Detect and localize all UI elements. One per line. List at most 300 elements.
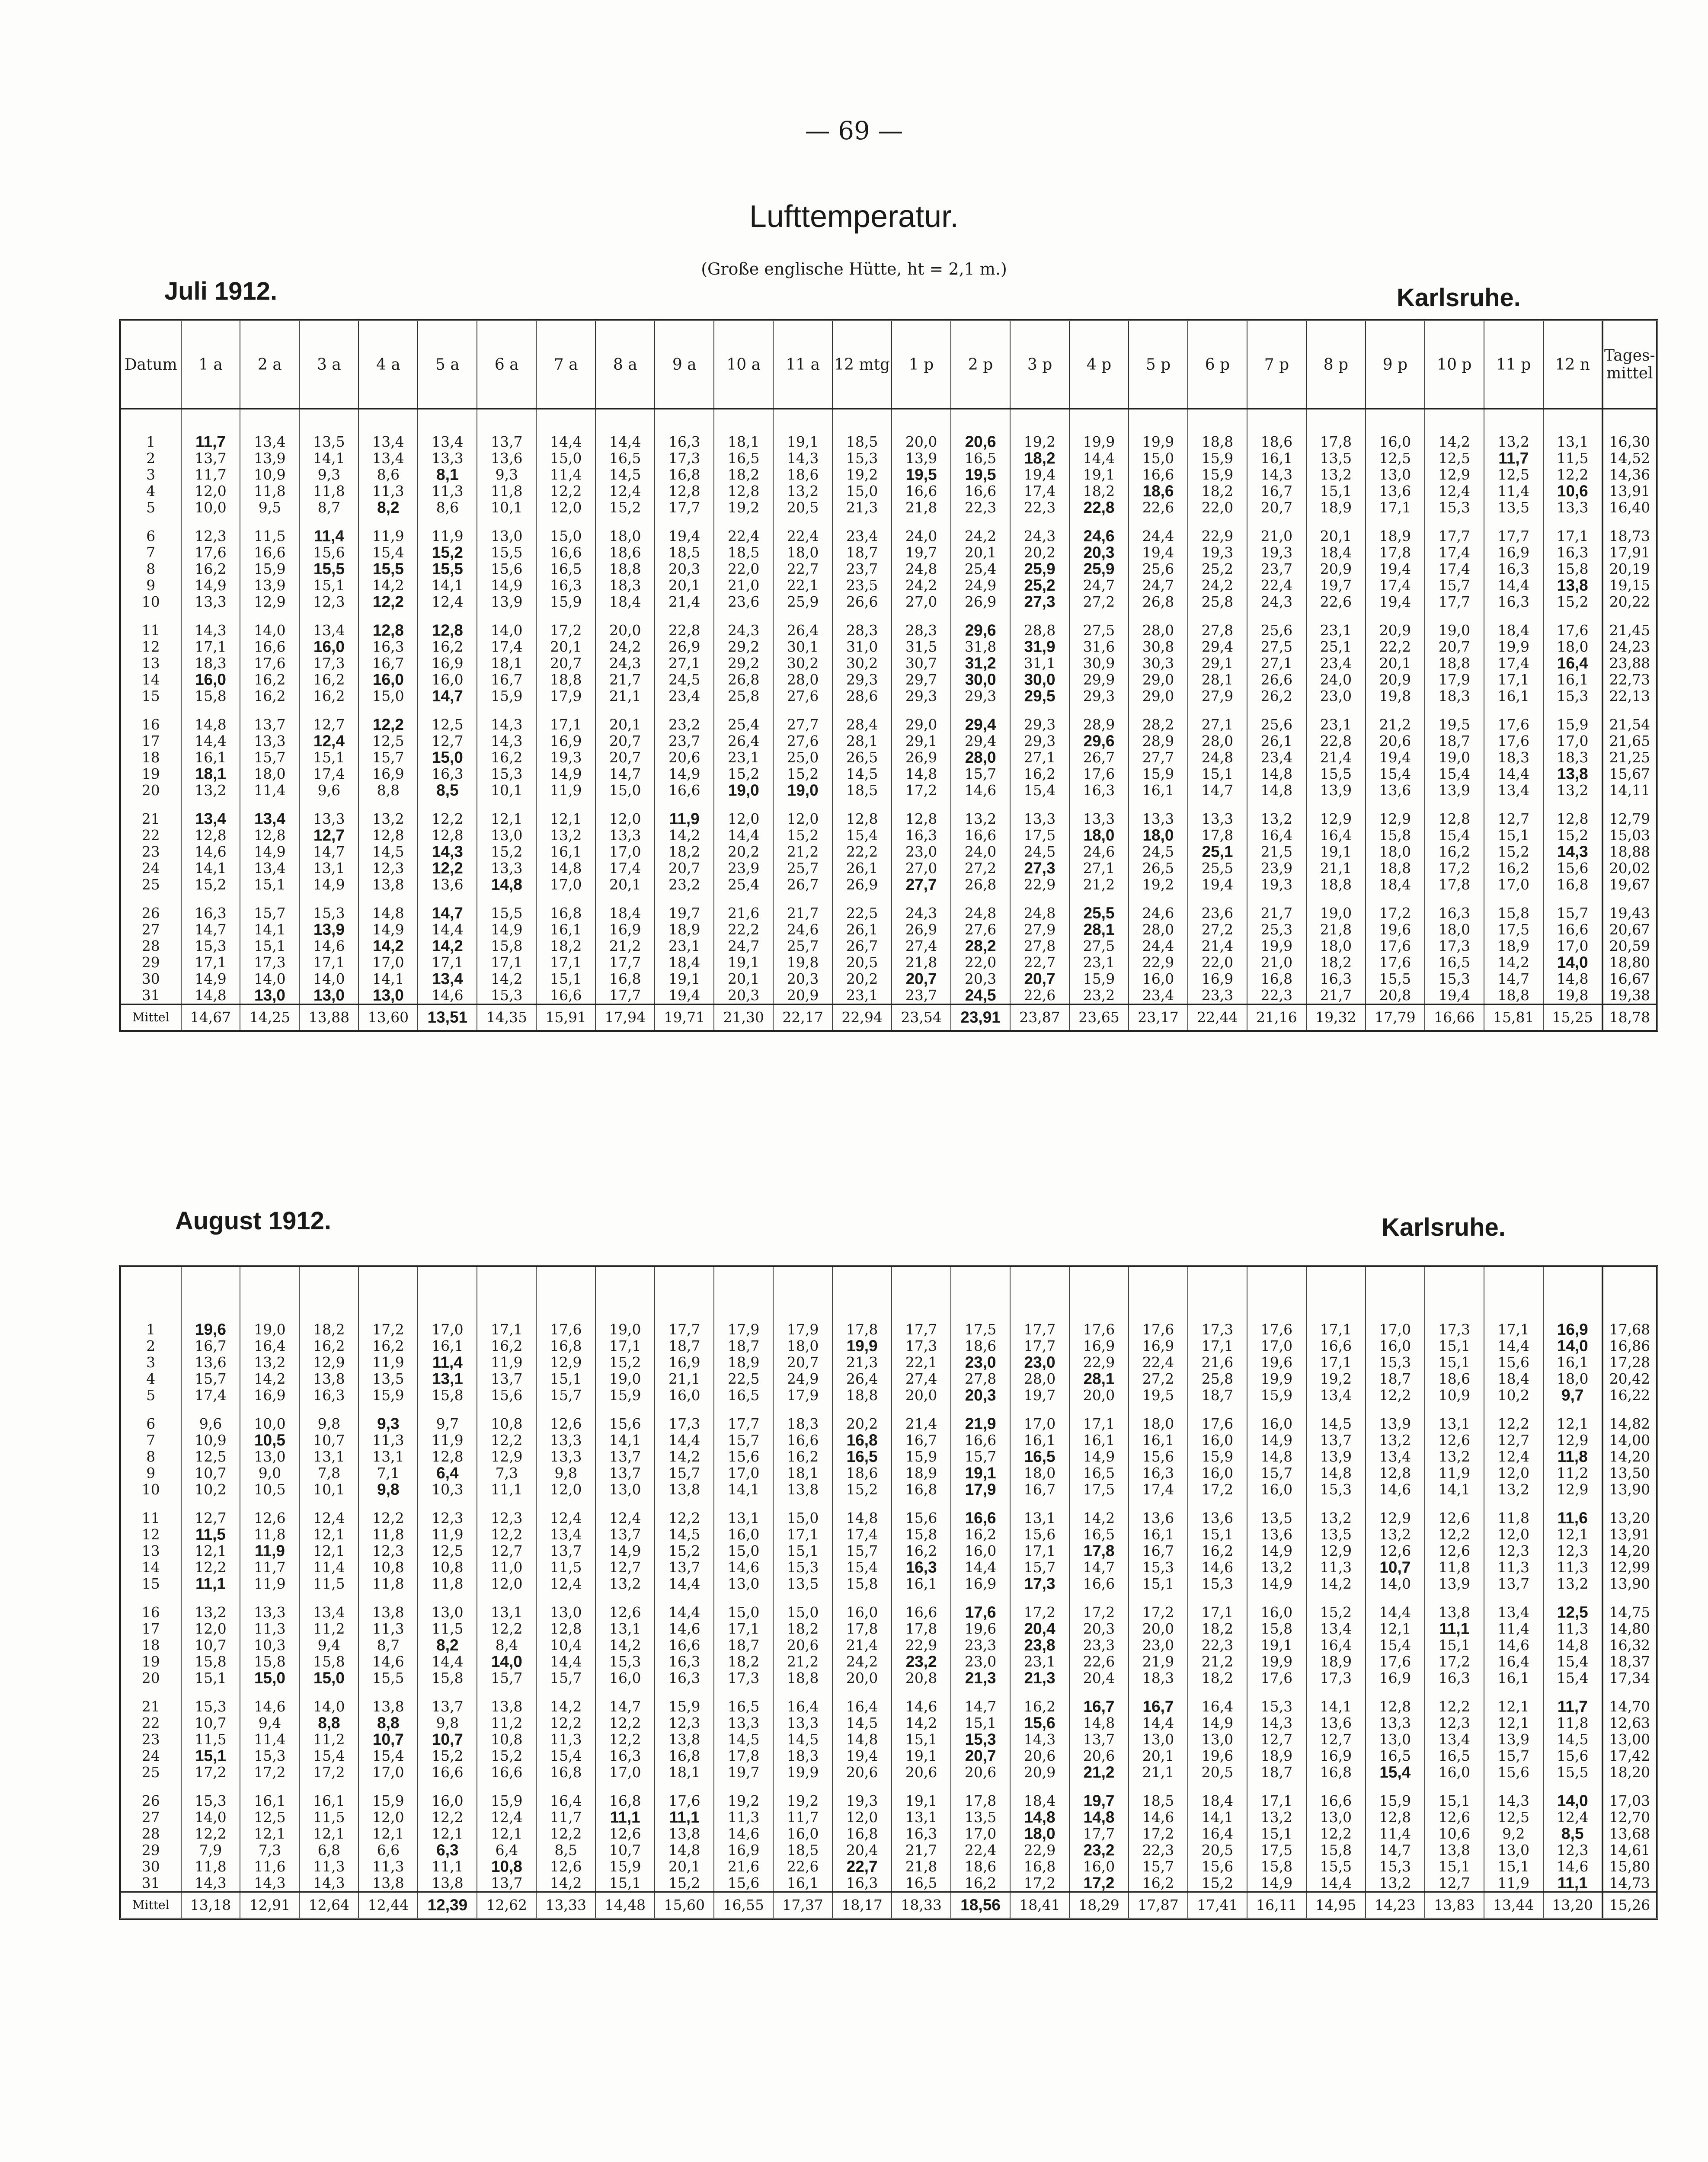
temp-cell: 14,0 bbox=[1543, 954, 1602, 971]
gap-cell bbox=[299, 1686, 358, 1698]
temp-cell: 16,5 bbox=[595, 450, 655, 467]
mean-cell: 16,11 bbox=[1247, 1892, 1306, 1918]
gap-cell bbox=[1543, 422, 1602, 434]
spacer-cell bbox=[951, 1267, 1010, 1297]
temp-cell: 14,7 bbox=[418, 688, 477, 704]
temp-cell: 14,2 bbox=[536, 1698, 595, 1715]
header-hour: 1 a bbox=[181, 321, 240, 409]
gap-cell bbox=[418, 610, 477, 622]
temp-cell: 11,5 bbox=[181, 1526, 240, 1543]
daily-mean-cell: 18,37 bbox=[1602, 1653, 1656, 1670]
temp-cell: 12,1 bbox=[240, 1826, 299, 1842]
temp-cell: 14,0 bbox=[240, 622, 299, 639]
temp-cell: 20,0 bbox=[1069, 1387, 1129, 1404]
gap-cell bbox=[418, 1297, 477, 1309]
temp-cell: 20,7 bbox=[655, 860, 714, 876]
temp-cell: 12,0 bbox=[181, 1621, 240, 1637]
temp-cell: 12,4 bbox=[1484, 1449, 1543, 1465]
daily-mean-cell: 15,03 bbox=[1602, 827, 1656, 844]
temp-cell: 19,4 bbox=[1425, 987, 1484, 1004]
temp-cell: 15,7 bbox=[1425, 577, 1484, 594]
temp-cell: 14,2 bbox=[1306, 1576, 1366, 1592]
temp-cell: 17,1 bbox=[181, 954, 240, 971]
temp-cell: 17,9 bbox=[1425, 672, 1484, 688]
temp-cell: 12,1 bbox=[1484, 1698, 1543, 1715]
gap-cell bbox=[655, 610, 714, 622]
temp-cell: 30,0 bbox=[951, 672, 1010, 688]
temp-cell: 21,0 bbox=[1247, 954, 1306, 971]
gap-cell bbox=[595, 704, 655, 716]
temp-cell: 17,6 bbox=[1069, 1321, 1129, 1338]
temp-cell: 10,7 bbox=[595, 1842, 655, 1858]
gap-cell bbox=[418, 516, 477, 528]
day-cell: 18 bbox=[141, 749, 160, 766]
temp-cell: 15,8 bbox=[1247, 1858, 1306, 1875]
temp-cell: 14,8 bbox=[892, 766, 951, 782]
temp-cell: 24,2 bbox=[595, 639, 655, 655]
temp-cell: 13,4 bbox=[240, 811, 299, 827]
place-label-august: Karlsruhe. bbox=[1382, 1213, 1506, 1241]
temp-cell: 17,1 bbox=[773, 1526, 832, 1543]
gap-cell bbox=[1188, 610, 1247, 622]
temp-cell: 16,6 bbox=[951, 827, 1010, 844]
temp-cell: 19,0 bbox=[595, 1371, 655, 1387]
temp-cell: 24,0 bbox=[951, 844, 1010, 860]
gap-cell bbox=[299, 799, 358, 811]
temp-cell: 16,7 bbox=[1129, 1698, 1188, 1715]
temp-cell: 17,9 bbox=[951, 1481, 1010, 1498]
gap-cell bbox=[773, 1781, 832, 1793]
day-cell: 28 bbox=[141, 1825, 160, 1842]
temp-cell: 15,7 bbox=[240, 749, 299, 766]
temp-cell: 19,5 bbox=[892, 467, 951, 483]
temp-cell: 20,2 bbox=[832, 971, 892, 987]
mean-cell: 12,62 bbox=[477, 1892, 536, 1918]
temp-cell: 18,6 bbox=[773, 467, 832, 483]
temp-cell: 15,6 bbox=[1484, 1764, 1543, 1781]
temp-cell: 24,2 bbox=[892, 577, 951, 594]
table-row bbox=[121, 733, 1656, 749]
temp-cell: 6,3 bbox=[418, 1842, 477, 1858]
temp-cell: 25,7 bbox=[773, 938, 832, 954]
temp-cell: 12,2 bbox=[1425, 1526, 1484, 1543]
temp-cell: 22,3 bbox=[1129, 1842, 1188, 1858]
gap-cell bbox=[655, 1686, 714, 1698]
gap-cell bbox=[951, 893, 1010, 905]
temp-cell: 17,4 bbox=[1010, 483, 1069, 499]
temp-cell: 14,0 bbox=[181, 1809, 240, 1826]
temp-cell: 14,1 bbox=[1306, 1698, 1366, 1715]
gap-cell bbox=[299, 1404, 358, 1416]
header-hour: 3 a bbox=[299, 321, 358, 409]
temp-cell: 13,5 bbox=[1306, 1526, 1366, 1543]
temp-cell: 15,1 bbox=[536, 1371, 595, 1387]
daily-mean-cell: 14,73 bbox=[1602, 1875, 1656, 1892]
spacer-cell bbox=[1069, 1267, 1129, 1297]
temp-cell: 15,0 bbox=[832, 483, 892, 499]
temp-cell: 16,8 bbox=[536, 1764, 595, 1781]
temp-cell: 13,2 bbox=[1247, 811, 1306, 827]
temp-cell: 15,8 bbox=[299, 1653, 358, 1670]
gap-cell bbox=[1129, 409, 1188, 422]
temp-cell: 14,5 bbox=[773, 1731, 832, 1748]
temp-cell: 15,1 bbox=[892, 1731, 951, 1748]
temp-cell: 9,6 bbox=[299, 782, 358, 799]
temp-cell: 16,0 bbox=[1366, 1338, 1425, 1354]
gap-cell bbox=[1484, 409, 1543, 422]
temp-cell: 12,7 bbox=[1425, 1875, 1484, 1892]
group-gap bbox=[121, 409, 1656, 422]
temp-cell: 14,8 bbox=[1247, 1449, 1306, 1465]
mean-cell: 13,18 bbox=[181, 1892, 240, 1918]
temp-cell: 20,2 bbox=[714, 844, 773, 860]
temp-cell: 18,9 bbox=[1306, 1653, 1366, 1670]
temp-cell: 16,1 bbox=[1484, 688, 1543, 704]
temp-cell: 16,3 bbox=[1425, 1670, 1484, 1686]
temp-cell: 18,2 bbox=[655, 844, 714, 860]
temp-cell: 13,7 bbox=[477, 434, 536, 450]
gap-cell bbox=[1366, 1781, 1425, 1793]
temp-cell: 17,4 bbox=[299, 766, 358, 782]
temp-cell: 17,2 bbox=[358, 1321, 418, 1338]
day-cell: 22 bbox=[141, 1714, 160, 1731]
temp-cell: 23,9 bbox=[1247, 860, 1306, 876]
temp-cell: 21,2 bbox=[1366, 716, 1425, 733]
temp-cell: 10,8 bbox=[477, 1858, 536, 1875]
gap-cell bbox=[773, 422, 832, 434]
mean-cell: 23,65 bbox=[1069, 1004, 1129, 1030]
daily-mean-cell: 14,61 bbox=[1602, 1842, 1656, 1858]
temp-cell: 16,4 bbox=[1247, 827, 1306, 844]
temp-cell: 19,9 bbox=[1247, 938, 1306, 954]
temp-cell: 17,1 bbox=[1306, 1354, 1366, 1371]
temp-cell: 8,2 bbox=[358, 499, 418, 516]
temp-cell: 26,8 bbox=[951, 876, 1010, 893]
mean-row bbox=[121, 1892, 1656, 1918]
temp-cell: 20,3 bbox=[773, 971, 832, 987]
temp-cell: 15,7 bbox=[655, 1465, 714, 1481]
daily-mean-cell: 24,23 bbox=[1602, 639, 1656, 655]
temp-cell: 13,4 bbox=[418, 971, 477, 987]
temp-cell: 16,1 bbox=[240, 1793, 299, 1809]
gap-cell bbox=[892, 1686, 951, 1698]
gap-cell bbox=[951, 1592, 1010, 1604]
gap-cell bbox=[1602, 516, 1656, 528]
table-july bbox=[121, 321, 1656, 1030]
temp-cell: 18,6 bbox=[1425, 1371, 1484, 1387]
temp-cell: 17,9 bbox=[536, 688, 595, 704]
temp-cell: 10,3 bbox=[240, 1637, 299, 1653]
temp-cell: 13,8 bbox=[358, 1604, 418, 1621]
temp-cell: 22,9 bbox=[1129, 954, 1188, 971]
temp-cell: 15,6 bbox=[1010, 1715, 1069, 1731]
temp-cell: 17,1 bbox=[1188, 1338, 1247, 1354]
gap-cell bbox=[951, 799, 1010, 811]
mean-cell: 14,25 bbox=[240, 1004, 299, 1030]
temp-cell: 18,8 bbox=[1366, 860, 1425, 876]
gap-cell bbox=[951, 422, 1010, 434]
temp-cell: 12,2 bbox=[1366, 1387, 1425, 1404]
day-cell: 15 bbox=[141, 1575, 160, 1592]
temp-cell: 12,6 bbox=[1366, 1543, 1425, 1559]
temp-cell: 12,8 bbox=[892, 811, 951, 827]
daily-mean-cell: 12,79 bbox=[1602, 811, 1656, 827]
temp-cell: 20,7 bbox=[1425, 639, 1484, 655]
daily-mean-cell: 22,73 bbox=[1602, 672, 1656, 688]
day-cell: 24 bbox=[141, 1747, 160, 1764]
temp-cell: 13,4 bbox=[181, 811, 240, 827]
day-cell: 12 bbox=[141, 1526, 160, 1543]
temp-cell: 18,3 bbox=[1543, 749, 1602, 766]
daily-mean-cell: 21,25 bbox=[1602, 749, 1656, 766]
gap-cell bbox=[121, 1404, 181, 1416]
temp-cell: 21,1 bbox=[1306, 860, 1366, 876]
header-hour: 9 a bbox=[655, 321, 714, 409]
temp-cell: 17,0 bbox=[1543, 733, 1602, 749]
temp-cell: 14,3 bbox=[181, 622, 240, 639]
temp-cell: 26,6 bbox=[832, 594, 892, 610]
temp-cell: 20,4 bbox=[832, 1842, 892, 1858]
temp-cell: 13,6 bbox=[1247, 1526, 1306, 1543]
temp-cell: 14,8 bbox=[181, 987, 240, 1004]
temp-cell: 14,1 bbox=[1188, 1809, 1247, 1826]
temp-cell: 20,3 bbox=[655, 561, 714, 577]
gap-cell bbox=[1010, 1686, 1069, 1698]
temp-cell: 25,1 bbox=[1306, 639, 1366, 655]
gap-cell bbox=[1069, 893, 1129, 905]
temp-cell: 16,9 bbox=[655, 1354, 714, 1371]
temp-cell: 12,0 bbox=[595, 811, 655, 827]
gap-cell bbox=[1425, 1297, 1484, 1309]
temp-cell: 14,9 bbox=[240, 844, 299, 860]
day-cell: 14 bbox=[141, 1559, 160, 1576]
temp-cell: 20,9 bbox=[1306, 561, 1366, 577]
temp-cell: 11,8 bbox=[1543, 1449, 1602, 1465]
temp-cell: 18,0 bbox=[773, 1338, 832, 1354]
temp-cell: 18,0 bbox=[1306, 938, 1366, 954]
temp-cell: 18,7 bbox=[1247, 1764, 1306, 1781]
daily-mean-cell: 16,86 bbox=[1602, 1338, 1656, 1354]
day-cell: 7 bbox=[146, 1432, 156, 1449]
gap-cell bbox=[832, 422, 892, 434]
temp-cell: 21,4 bbox=[892, 1416, 951, 1432]
temp-cell: 29,2 bbox=[714, 655, 773, 672]
temp-cell: 18,6 bbox=[832, 1465, 892, 1481]
temp-cell: 13,5 bbox=[1484, 499, 1543, 516]
gap-cell bbox=[181, 1297, 240, 1309]
page-subtitle: (Große englische Hütte, ht = 2,1 m.) bbox=[701, 259, 1007, 278]
temp-cell: 12,8 bbox=[358, 827, 418, 844]
temp-cell: 14,6 bbox=[1543, 1858, 1602, 1875]
temp-cell: 15,2 bbox=[1484, 844, 1543, 860]
temp-cell: 22,4 bbox=[951, 1842, 1010, 1858]
temp-cell: 17,0 bbox=[1247, 1338, 1306, 1354]
temp-cell: 16,1 bbox=[1543, 672, 1602, 688]
gap-cell bbox=[418, 799, 477, 811]
table-row bbox=[121, 987, 1656, 1004]
gap-cell bbox=[1484, 1498, 1543, 1510]
temp-cell: 20,2 bbox=[832, 1416, 892, 1432]
temp-cell: 27,8 bbox=[1010, 938, 1069, 954]
gap-cell bbox=[358, 516, 418, 528]
gap-cell bbox=[1010, 893, 1069, 905]
temp-cell: 15,3 bbox=[1306, 1481, 1366, 1498]
temp-cell: 14,4 bbox=[655, 1576, 714, 1592]
temp-cell: 23,9 bbox=[714, 860, 773, 876]
temp-cell: 14,3 bbox=[773, 450, 832, 467]
temp-cell: 15,7 bbox=[1543, 905, 1602, 921]
daily-mean-cell: 13,91 bbox=[1602, 483, 1656, 499]
temp-cell: 17,6 bbox=[181, 544, 240, 561]
temp-cell: 15,8 bbox=[1366, 827, 1425, 844]
temp-cell: 14,2 bbox=[240, 1371, 299, 1387]
gap-cell bbox=[358, 610, 418, 622]
table-row bbox=[121, 1526, 1656, 1543]
table-row bbox=[121, 716, 1656, 733]
gap-cell bbox=[1366, 516, 1425, 528]
header-hour: 10 p bbox=[1425, 321, 1484, 409]
temp-cell: 14,9 bbox=[1069, 1449, 1129, 1465]
temp-cell: 15,9 bbox=[892, 1449, 951, 1465]
temp-cell: 28,0 bbox=[951, 749, 1010, 766]
day-cell: 2 bbox=[146, 1337, 156, 1354]
temp-cell: 15,1 bbox=[1425, 1354, 1484, 1371]
temp-cell: 16,6 bbox=[1129, 467, 1188, 483]
temp-cell: 29,6 bbox=[1069, 733, 1129, 749]
temp-cell: 15,4 bbox=[1425, 766, 1484, 782]
temp-cell: 14,6 bbox=[299, 938, 358, 954]
temp-cell: 14,9 bbox=[358, 921, 418, 938]
gap-cell bbox=[181, 422, 240, 434]
gap-cell bbox=[1247, 610, 1306, 622]
temp-cell: 18,5 bbox=[714, 544, 773, 561]
gap-cell bbox=[240, 893, 299, 905]
temp-cell: 15,8 bbox=[832, 1576, 892, 1592]
temp-cell: 15,9 bbox=[1543, 716, 1602, 733]
table-row bbox=[121, 1432, 1656, 1449]
temp-cell: 22,7 bbox=[773, 561, 832, 577]
temp-cell: 14,1 bbox=[1425, 1481, 1484, 1498]
temp-cell: 13,8 bbox=[773, 1481, 832, 1498]
table-row bbox=[121, 483, 1656, 499]
temp-cell: 22,0 bbox=[1188, 954, 1247, 971]
temp-cell: 14,5 bbox=[832, 766, 892, 782]
temp-cell: 24,9 bbox=[951, 577, 1010, 594]
temp-cell: 15,2 bbox=[595, 1354, 655, 1371]
gap-cell bbox=[1484, 1309, 1543, 1321]
temp-cell: 30,1 bbox=[773, 639, 832, 655]
temp-cell: 26,9 bbox=[951, 594, 1010, 610]
temp-cell: 16,2 bbox=[951, 1526, 1010, 1543]
temp-cell: 13,8 bbox=[358, 1875, 418, 1892]
daily-mean-cell: 18,20 bbox=[1602, 1764, 1656, 1781]
gap-cell bbox=[1188, 1404, 1247, 1416]
temp-cell: 14,6 bbox=[655, 1621, 714, 1637]
temp-cell: 13,1 bbox=[358, 1449, 418, 1465]
temp-cell: 12,8 bbox=[1366, 1809, 1425, 1826]
temp-cell: 9,3 bbox=[477, 467, 536, 483]
temp-cell: 11,8 bbox=[1425, 1559, 1484, 1576]
day-cell: 20 bbox=[141, 1669, 160, 1686]
temp-cell: 17,6 bbox=[240, 655, 299, 672]
temp-cell: 23,0 bbox=[951, 1653, 1010, 1670]
gap-cell bbox=[1247, 1404, 1306, 1416]
temp-cell: 22,9 bbox=[892, 1637, 951, 1653]
temp-cell: 20,6 bbox=[1366, 733, 1425, 749]
temp-cell: 26,9 bbox=[892, 749, 951, 766]
day-cell: 16 bbox=[141, 1604, 160, 1621]
spacer-cell bbox=[1543, 1267, 1602, 1297]
gap-cell bbox=[1010, 422, 1069, 434]
mean-cell: 21,16 bbox=[1247, 1004, 1306, 1030]
temp-cell: 18,6 bbox=[595, 544, 655, 561]
temp-cell: 12,8 bbox=[418, 1449, 477, 1465]
gap-cell bbox=[655, 516, 714, 528]
temp-cell: 15,2 bbox=[418, 544, 477, 561]
gap-cell bbox=[418, 704, 477, 716]
gap-cell bbox=[1425, 409, 1484, 422]
gap-cell bbox=[714, 409, 773, 422]
temp-cell: 15,0 bbox=[240, 1670, 299, 1686]
temp-cell: 17,3 bbox=[1425, 938, 1484, 954]
temp-cell: 11,4 bbox=[299, 1559, 358, 1576]
temp-cell: 16,9 bbox=[1069, 1338, 1129, 1354]
temp-cell: 20,8 bbox=[1366, 987, 1425, 1004]
temp-cell: 16,3 bbox=[1069, 782, 1129, 799]
temp-cell: 22,1 bbox=[773, 577, 832, 594]
temp-cell: 13,2 bbox=[1484, 434, 1543, 450]
temp-cell: 23,6 bbox=[1188, 905, 1247, 921]
temp-cell: 19,0 bbox=[1425, 749, 1484, 766]
temp-cell: 25,8 bbox=[714, 688, 773, 704]
gap-cell bbox=[181, 610, 240, 622]
temp-cell: 12,9 bbox=[1543, 1481, 1602, 1498]
daily-mean-cell: 17,03 bbox=[1602, 1793, 1656, 1809]
temp-cell: 16,0 bbox=[832, 1604, 892, 1621]
day-cell: 4 bbox=[146, 1370, 156, 1387]
temp-cell: 13,6 bbox=[1366, 782, 1425, 799]
gap-cell bbox=[1188, 1781, 1247, 1793]
temp-cell: 26,7 bbox=[773, 876, 832, 893]
temp-cell: 26,6 bbox=[1247, 672, 1306, 688]
gap-cell bbox=[121, 1309, 181, 1321]
temp-cell: 15,3 bbox=[832, 450, 892, 467]
gap-cell bbox=[1129, 799, 1188, 811]
temp-cell: 16,5 bbox=[832, 1449, 892, 1465]
table-row bbox=[121, 655, 1656, 672]
temp-cell: 24,7 bbox=[1129, 577, 1188, 594]
temp-cell: 20,1 bbox=[1129, 1748, 1188, 1764]
temp-cell: 17,7 bbox=[1010, 1321, 1069, 1338]
temp-cell: 12,8 bbox=[1366, 1465, 1425, 1481]
temp-cell: 19,4 bbox=[1129, 544, 1188, 561]
temp-cell: 14,4 bbox=[536, 434, 595, 450]
gap-cell bbox=[773, 1404, 832, 1416]
gap-cell bbox=[1010, 610, 1069, 622]
temp-cell: 16,9 bbox=[1188, 971, 1247, 987]
temp-cell: 17,8 bbox=[1425, 876, 1484, 893]
gap-cell bbox=[951, 1781, 1010, 1793]
group-gap bbox=[121, 1404, 1656, 1416]
gap-cell bbox=[1602, 799, 1656, 811]
temp-cell: 15,6 bbox=[714, 1449, 773, 1465]
temp-cell: 11,7 bbox=[536, 1809, 595, 1826]
temp-cell: 15,8 bbox=[892, 1526, 951, 1543]
temp-cell: 15,9 bbox=[1069, 971, 1129, 987]
temp-cell: 10,2 bbox=[181, 1481, 240, 1498]
gap-cell bbox=[714, 610, 773, 622]
gap-cell bbox=[121, 409, 181, 422]
